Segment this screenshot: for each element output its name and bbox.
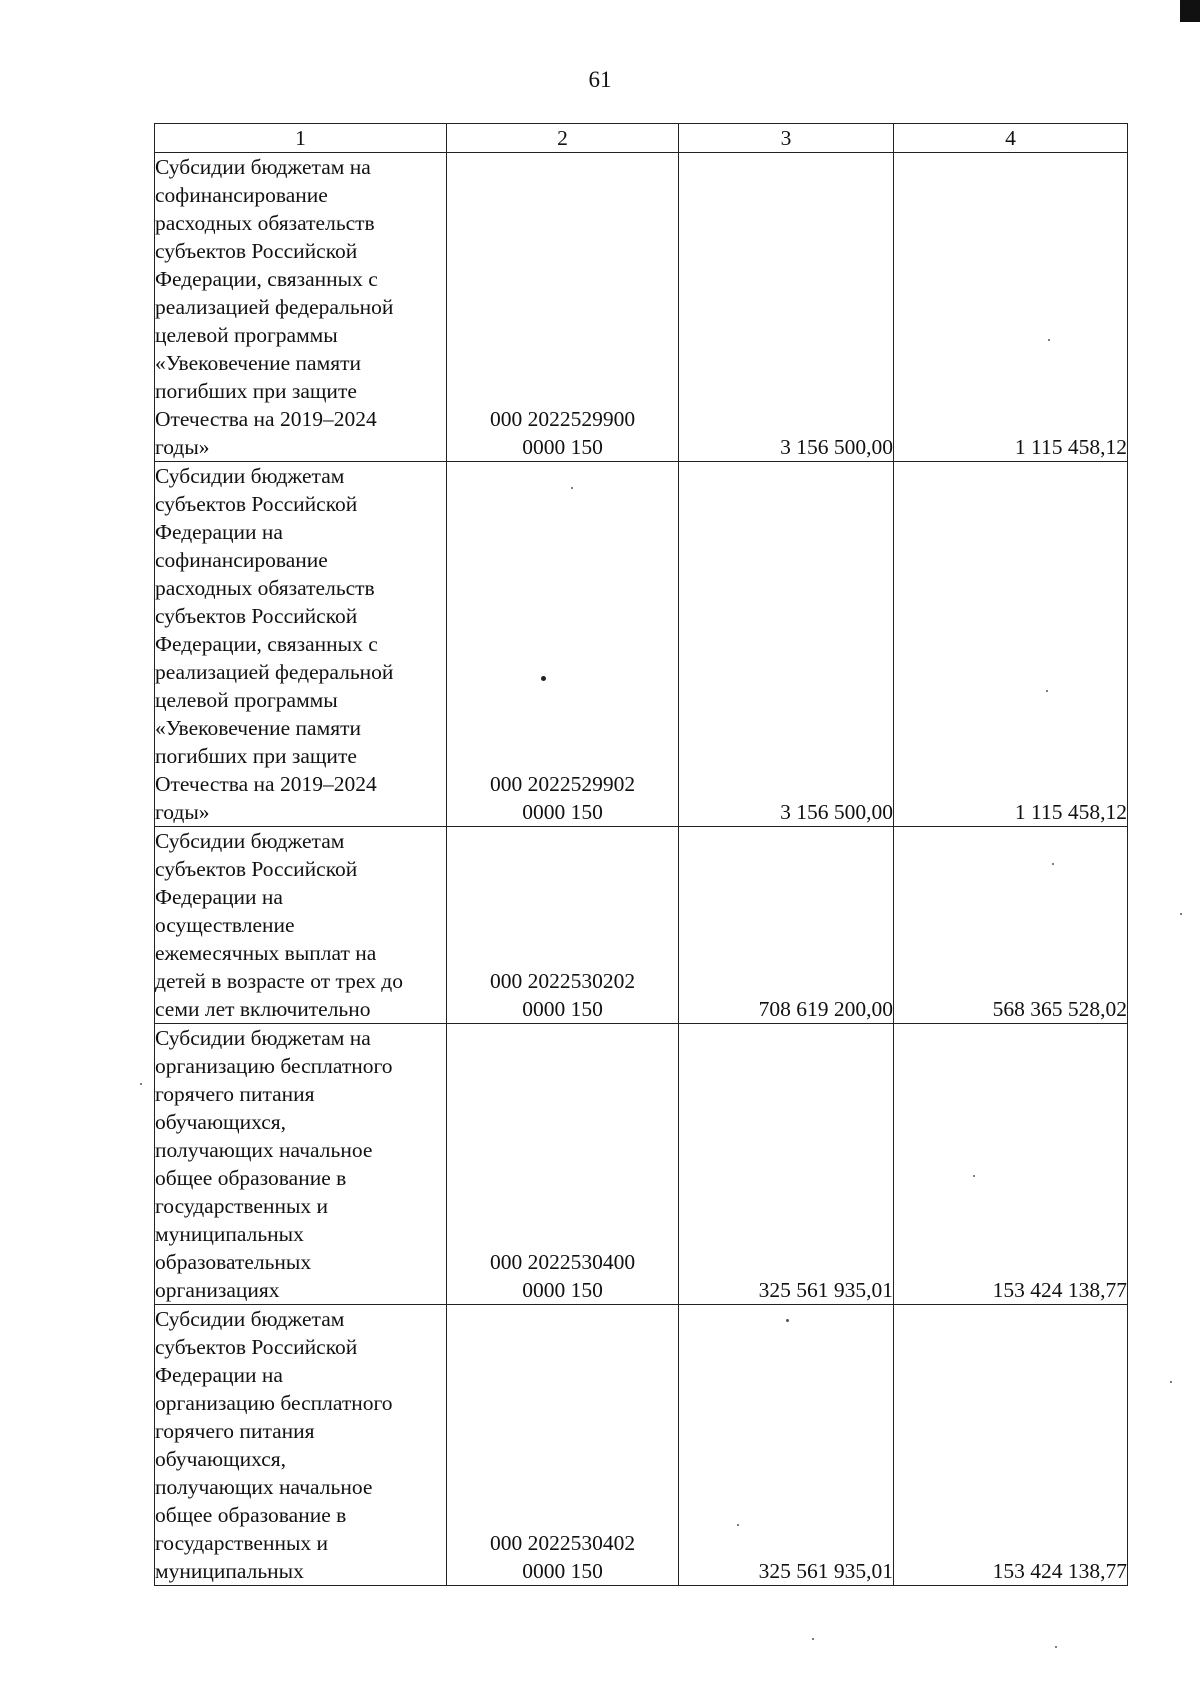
scan-speck	[541, 676, 546, 681]
description-line: реализацией федеральной	[155, 295, 394, 319]
row-plan-amount: 325 561 935,01	[679, 1024, 894, 1305]
description-line: погибших при защите	[155, 379, 357, 403]
row-plan-amount: 325 561 935,01	[679, 1305, 894, 1586]
budget-code-line: 000 2022529902	[489, 772, 636, 796]
description-line: Федерации, связанных с	[155, 267, 378, 291]
scan-speck	[140, 1083, 142, 1085]
description-line: Отечества на 2019–2024	[155, 407, 377, 431]
table-row	[155, 153, 1128, 462]
row-plan-amount: 708 619 200,00	[679, 827, 894, 1024]
row-budget-code	[447, 153, 679, 462]
description-line: семи лет включительно	[155, 997, 371, 1021]
description-line: «Увековечение памяти	[155, 716, 361, 740]
row-actual-amount: 153 424 138,77	[894, 1024, 1128, 1305]
scan-speck	[1170, 1381, 1172, 1383]
table-row	[155, 462, 1128, 827]
description-line: организацию бесплатного	[155, 1391, 393, 1415]
column-number-row	[155, 124, 1128, 153]
row-budget-code	[447, 1024, 679, 1305]
description-line: государственных и	[155, 1531, 329, 1555]
scan-speck	[1052, 863, 1054, 865]
description-line: реализацией федеральной	[155, 660, 394, 684]
description-line: субъектов Российской	[155, 1335, 358, 1359]
description-line: годы»	[155, 800, 210, 824]
description-line: муниципальных	[155, 1559, 304, 1583]
description-line: расходных обязательств	[155, 576, 375, 600]
row-actual-amount: 568 365 528,02	[894, 827, 1128, 1024]
description-line: Отечества на 2019–2024	[155, 772, 377, 796]
scan-speck	[737, 1524, 739, 1526]
scan-speck	[786, 1319, 789, 1322]
budget-code-line: 0000 150	[522, 435, 603, 459]
description-line: обучающихся,	[155, 1447, 287, 1471]
description-line: образовательных	[155, 1250, 312, 1274]
budget-code-line: 0000 150	[522, 1278, 603, 1302]
description-line: субъектов Российской	[155, 492, 358, 516]
description-line: целевой программы	[155, 323, 338, 347]
row-description	[155, 1305, 447, 1586]
budget-code-line: 0000 150	[522, 800, 603, 824]
table-row	[155, 1305, 1128, 1586]
scan-speck	[973, 1175, 975, 1177]
column-header-4: 4	[894, 124, 1128, 153]
description-line: софинансирование	[155, 548, 328, 572]
description-line: общее образование в	[155, 1166, 347, 1190]
row-description	[155, 1024, 447, 1305]
row-budget-code	[447, 827, 679, 1024]
description-line: «Увековечение памяти	[155, 351, 361, 375]
description-line: муниципальных	[155, 1222, 304, 1246]
scan-speck	[1046, 690, 1048, 692]
description-line: расходных обязательств	[155, 211, 375, 235]
description-line: субъектов Российской	[155, 604, 358, 628]
description-line: государственных и	[155, 1194, 329, 1218]
description-line: организациях	[155, 1278, 280, 1302]
row-actual-amount: 153 424 138,77	[894, 1305, 1128, 1586]
budget-table	[154, 123, 1128, 1586]
budget-code-line: 000 2022530400	[489, 1250, 636, 1274]
description-line: Субсидии бюджетам	[155, 829, 345, 853]
scan-speck	[812, 1638, 814, 1640]
row-description	[155, 827, 447, 1024]
row-plan-amount: 3 156 500,00	[679, 153, 894, 462]
row-actual-amount: 1 115 458,12	[894, 462, 1128, 827]
table-row	[155, 1024, 1128, 1305]
description-line: Федерации на	[155, 885, 283, 909]
budget-code-line: 000 2022530202	[489, 969, 636, 993]
description-line: Субсидии бюджетам на	[155, 1026, 371, 1050]
description-line: горячего питания	[155, 1419, 315, 1443]
description-line: горячего питания	[155, 1082, 315, 1106]
scan-speck	[1180, 913, 1182, 915]
description-line: целевой программы	[155, 688, 338, 712]
budget-code-line: 000 2022529900	[489, 407, 636, 431]
description-line: субъектов Российской	[155, 857, 358, 881]
column-header-2: 2	[447, 124, 679, 153]
scan-speck	[571, 487, 573, 489]
description-line: погибших при защите	[155, 744, 357, 768]
description-line: Федерации на	[155, 1363, 283, 1387]
description-line: Субсидии бюджетам на	[155, 155, 371, 179]
description-line: организацию бесплатного	[155, 1054, 393, 1078]
description-line: обучающихся,	[155, 1110, 287, 1134]
scan-speck	[1055, 1646, 1057, 1648]
row-description	[155, 153, 447, 462]
row-budget-code	[447, 1305, 679, 1586]
row-description	[155, 462, 447, 827]
budget-code-line: 000 2022530402	[489, 1531, 636, 1555]
description-line: детей в возрасте от трех до	[155, 969, 403, 993]
description-line: Федерации, связанных с	[155, 632, 378, 656]
budget-code-line: 0000 150	[522, 997, 603, 1021]
description-line: софинансирование	[155, 183, 328, 207]
description-line: осуществление	[155, 913, 295, 937]
description-line: получающих начальное	[155, 1138, 373, 1162]
column-header-1: 1	[155, 124, 447, 153]
description-line: Федерации на	[155, 520, 283, 544]
row-budget-code	[447, 462, 679, 827]
column-header-3: 3	[679, 124, 894, 153]
table-body	[155, 153, 1128, 1586]
description-line: Субсидии бюджетам	[155, 464, 345, 488]
description-line: получающих начальное	[155, 1475, 373, 1499]
budget-code-line: 0000 150	[522, 1559, 603, 1583]
description-line: общее образование в	[155, 1503, 347, 1527]
description-line: субъектов Российской	[155, 239, 358, 263]
row-plan-amount: 3 156 500,00	[679, 462, 894, 827]
corner-scan-mark	[1180, 0, 1200, 22]
table-row	[155, 827, 1128, 1024]
description-line: годы»	[155, 435, 210, 459]
scan-speck	[1048, 339, 1050, 341]
row-actual-amount: 1 115 458,12	[894, 153, 1128, 462]
page-number: 61	[588, 67, 612, 92]
description-line: ежемесячных выплат на	[155, 941, 377, 965]
description-line: Субсидии бюджетам	[155, 1307, 345, 1331]
